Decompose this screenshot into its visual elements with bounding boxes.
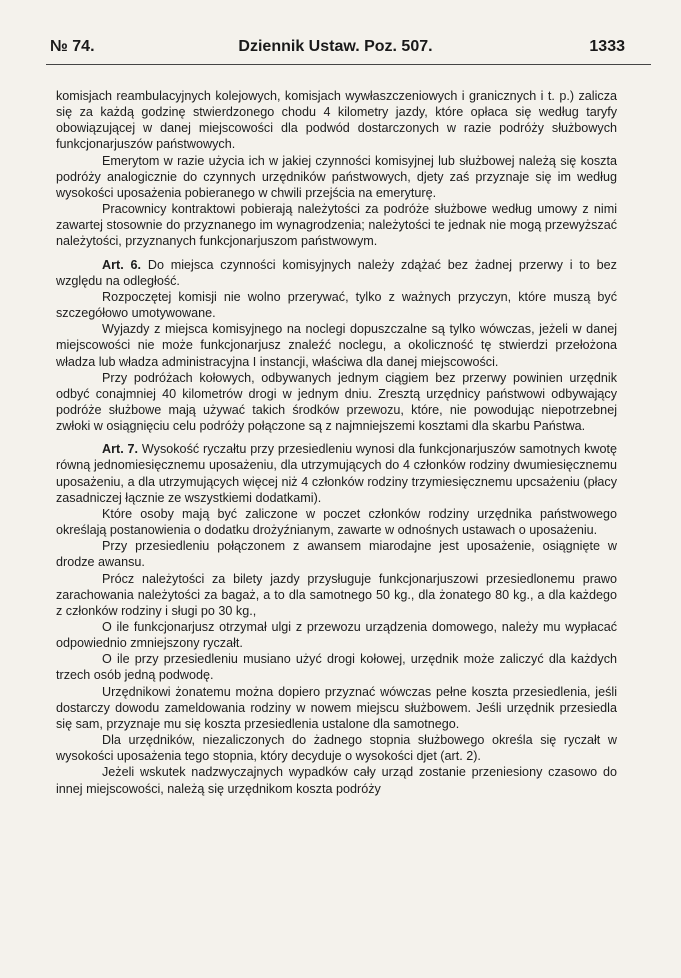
paragraph: Które osoby mają być zaliczone w poczet członków rodziny urzędnika państwowego określają postanowienia o dodatku drożyźnianym, zawarte w odnośnych ustawach o uposażeniu.	[56, 506, 617, 538]
paragraph: Pracownicy kontraktowi pobierają należytości za podróże służbowe według umowy z nimi zawartej stosownie do przyznanego im wynagrodzenia; należytości te jednak nie mogą przewyższać należytości, przyznanych funkcjonarjuszom państwowym.	[56, 202, 617, 249]
paragraph: O ile funkcjonarjusz otrzymał ulgi z przewozu urządzenia domowego, należy mu wypłacać odpowiednio zmniejszony ryczałt.	[56, 620, 617, 651]
paragraph: Urzędnikowi żonatemu można dopiero przyznać wówczas pełne koszta przesiedlenia, jeśli dostarczy dowodu zameldowania rodziny w nowem miejscu służbowem. Jeśli urzędnik przesiedla się sam, przyznaje mu się koszta przesiedlenia ustalone dla samotnego.	[56, 684, 617, 731]
article-label: Art. 6.	[102, 257, 142, 272]
paragraph: Prócz należytości za bilety jazdy przysługuje funkcjonarjuszowi przesiedlonemu prawo zarachowania należytości za bagaż, a to dla samotnego 50 kg., dla żonatego 80 kg., a dla każdego z członków rodziny i sługi po 30 kg.,	[56, 571, 617, 618]
paragraph: Przy przesiedleniu połączonem z awansem miarodajne jest uposażenie, osiągnięte w drodze awansu.	[56, 539, 617, 570]
body-text	[56, 88, 617, 797]
paragraph: Przy podróżach kołowych, odbywanych jednym ciągiem bez przerwy powinien urzędnik odbyć conajmniej 40 kilometrów drogi w jednym dniu. Zresztą urzędnicy państwowi odbywający podróże służbowe mają używać takich środków przewozu, które, nie powodując niepotrzebnej zwłoki w osiągnięciu celu podróży połączone są z najmniejszemi kosztami dla skarbu Państwa.	[56, 370, 617, 434]
page-number: 1333	[589, 38, 625, 55]
paragraph: Wyjazdy z miejsca komisyjnego na noclegi dopuszczalne są tylko wówczas, jeżeli w danej miejscowości nie może funkcjonarjusz znaleźć noclegu, a okoliczność tę stwierdzi przełożona władza lub władza administracyjna I instancji, właściwa dla danej miejscowości.	[56, 322, 617, 369]
paragraph: Dla urzędników, niezaliczonych do żadnego stopnia służbowego określa się ryczałt w wysokości uposażenia tego stopnia, który decyduje o wysokości djet (art. 2).	[56, 733, 617, 764]
journal-title: Dziennik Ustaw. Poz. 507.	[238, 38, 433, 55]
page-header	[46, 38, 625, 60]
paragraph: O ile przy przesiedleniu musiano użyć drogi kołowej, urzędnik może zaliczyć dla każdych trzech osób jedną podwodę.	[56, 652, 617, 683]
header-rule	[46, 64, 651, 65]
article-6-paragraph: Art. 6. Do miejsca czynności komisyjnych należy zdążać bez żadnej przerwy i to bez względu na odległość.	[56, 257, 617, 288]
paragraph: Jeżeli wskutek nadzwyczajnych wypadków cały urząd zostanie przeniesiony czasowo do innej miejscowości, należą się urzędnikom koszta podróży	[56, 765, 617, 796]
paragraph: Rozpoczętej komisji nie wolno przerywać, tylko z ważnych przyczyn, które muszą być szczegółowo umotywowane.	[56, 289, 617, 321]
issue-number: № 74.	[50, 38, 95, 55]
article-label: Art. 7.	[102, 442, 139, 457]
article-7-paragraph: Art. 7. Wysokość ryczałtu przy przesiedleniu wynosi dla funkcjonarjuszów samotnych kwotę równą jednomiesięcznemu uposażeniu, dla utrzymujących do 4 członków rodziny dwumiesięcznemu uposażeniu, a dla utrzymujących więcej niż 4 członków rodziny trzymiesięcznemu upcsażeniu (płacy zasadniczej łącznie ze wszystkiemi dodatkami).	[56, 442, 617, 505]
paragraph: Emerytom w razie użycia ich w jakiej czynności komisyjnej lub służbowej należą się koszta podróży analogicznie do czynnych urzędników państwowych, djety zaś przyznaje się im według wysokości uposażenia pobieranego w chwili przejścia na emeryturę.	[56, 153, 617, 200]
paragraph: komisjach reambulacyjnych kolejowych, komisjach wywłaszczeniowych i granicznych i t. p.) zalicza się za każdą godzinę stwierdzonego chodu 4 kilometry jazdy, które opłaca się według taryfy obowiązującej w danej miejscowości dla podwód dostarczonych w razie podróży służbowych funkcjonarjuszów państwowych.	[56, 89, 617, 152]
